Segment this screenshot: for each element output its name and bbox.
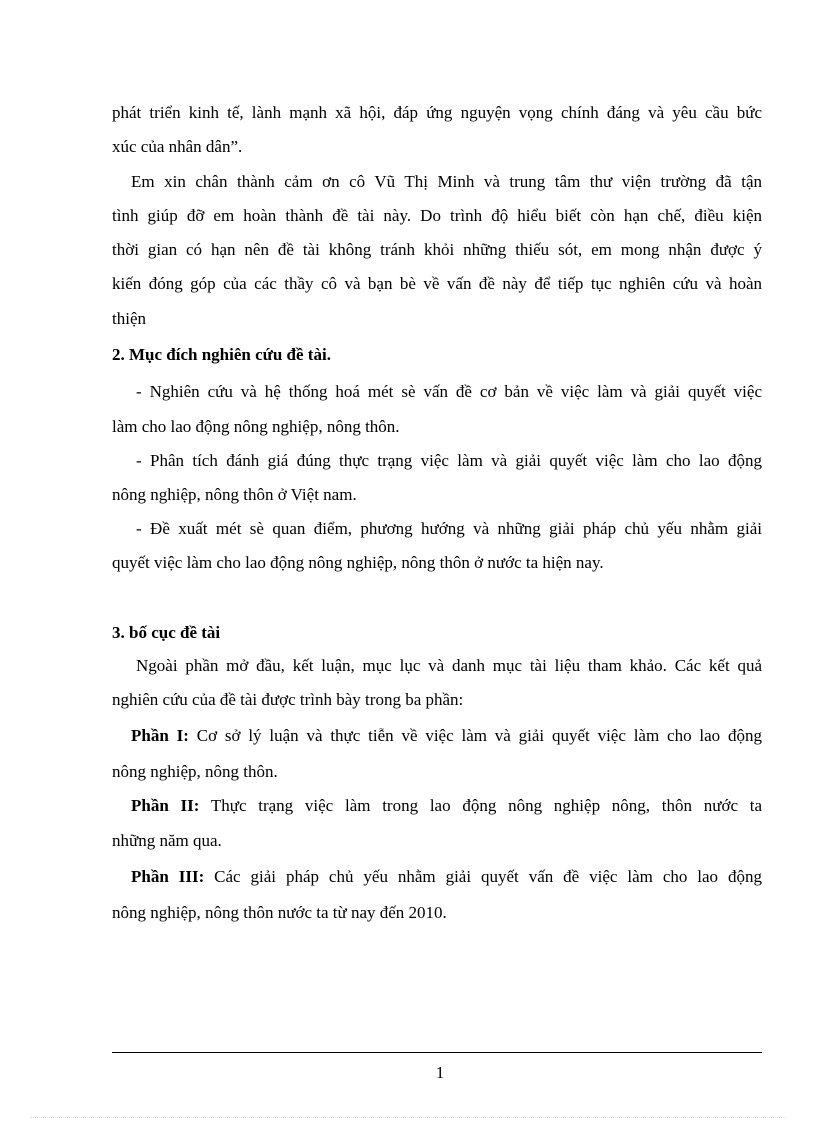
footer-rule — [112, 1052, 762, 1053]
page-number: 1 — [435, 1063, 445, 1082]
part-2-line-2: những năm qua. — [112, 831, 222, 850]
part-3-line-1 — [131, 867, 762, 887]
thanks-line-5: thiện — [112, 309, 146, 328]
part-2-line-1 — [131, 796, 762, 816]
part-1-text: Cơ sở lý luận và thực tiễn về việc làm và giải quyết việc làm cho lao động — [188, 726, 762, 745]
intro-line-1: phát triển kinh tế, lành mạnh xã hội, đáp ứng nguyện vọng chính đáng và yêu cầu bức — [112, 103, 762, 122]
section-2-bullet-2-line-1: - Phân tích đánh giá đúng thực trạng việc làm và giải quyết việc làm cho lao động — [136, 451, 762, 470]
part-2-label: Phần II: — [131, 796, 200, 815]
section-2-bullet-3-line-2: quyết việc làm cho lao động nông nghiệp, nông thôn ở nước ta hiện nay. — [112, 553, 604, 572]
part-3-text: Các giải pháp chủ yếu nhằm giải quyết vấn đề việc làm cho lao động — [204, 867, 762, 886]
section-3-paragraph-line-1: Ngoài phần mở đầu, kết luận, mục lục và danh mục tài liệu tham khảo. Các kết quả — [136, 656, 762, 675]
section-2-bullet-1-line-2: làm cho lao động nông nghiệp, nông thôn. — [112, 417, 400, 436]
part-1-line-2: nông nghiệp, nông thôn. — [112, 762, 278, 781]
part-1-label: Phần I: — [131, 726, 189, 745]
part-3-line-2: nông nghiệp, nông thôn nước ta từ nay đến 2010. — [112, 903, 447, 922]
thanks-line-4: kiến đóng góp của các thầy cô và bạn bè về vấn đề này để tiếp tục nghiên cứu và hoàn — [112, 274, 762, 293]
thanks-line-2: tình giúp đỡ em hoàn thành đề tài này. Do trình độ hiểu biết còn hạn chế, điều kiện — [112, 206, 762, 225]
section-3-paragraph-line-2: nghiên cứu của đề tài được trình bày trong ba phần: — [112, 690, 464, 709]
part-3-label: Phần III: — [131, 867, 205, 886]
page-bottom-dotted-border — [30, 1117, 786, 1118]
thanks-line-3: thời gian có hạn nên đề tài không tránh khỏi những thiếu sót, em mong nhận được ý — [112, 240, 762, 259]
intro-line-2: xúc của nhân dân”. — [112, 137, 243, 156]
section-2-bullet-3-line-1: - Đề xuất mét sè quan điểm, phương hướng và những giải pháp chủ yếu nhằm giải — [136, 519, 762, 538]
section-3-heading: 3. bố cục đề tài — [112, 623, 221, 642]
part-2-text: Thực trạng việc làm trong lao động nông nghiệp nông, thôn nước ta — [199, 796, 763, 815]
section-2-bullet-1-line-1: - Nghiên cứu và hệ thống hoá mét sè vấn đề cơ bản về việc làm và giải quyết việc — [136, 382, 762, 401]
section-2-bullet-2-line-2: nông nghiệp, nông thôn ở Việt nam. — [112, 485, 357, 504]
part-1-line-1 — [131, 726, 762, 746]
section-2-heading: 2. Mục đích nghiên cứu đề tài. — [112, 345, 331, 364]
thanks-line-1: Em xin chân thành cảm ơn cô Vũ Thị Minh và trung tâm thư viện trường đã tận — [131, 172, 762, 191]
